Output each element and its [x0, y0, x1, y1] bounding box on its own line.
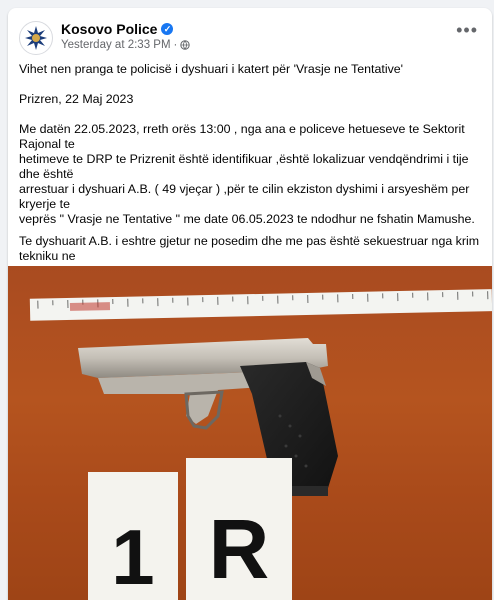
para2-line1: Te dyshuarit A.B. i eshtre gjetur ne posedim dhe me pas është sekuestruar nga krim tekniku ne [19, 234, 480, 263]
para1-line2: hetimeve te DRP te Prizrenit është identifikuar ,është lokalizuar vendqëndrimi i tije dhe është [19, 152, 469, 181]
more-options-icon[interactable]: ••• [456, 20, 478, 40]
page-avatar[interactable] [19, 21, 53, 55]
author-name[interactable] [61, 21, 173, 37]
post-headline: Vihet nen pranga te policisë i dyshuari i katert për 'Vrasje ne Tentative' [19, 62, 404, 76]
post-meta [61, 39, 190, 51]
police-badge-icon [20, 22, 52, 54]
globe-icon [180, 40, 190, 50]
marker-number: 1 [111, 513, 155, 600]
verified-badge-icon: ✓ [161, 23, 173, 35]
post-dateline: Prizren, 22 Maj 2023 [19, 92, 134, 106]
post-photo[interactable] [8, 266, 492, 600]
para1-line3: arrestuar i dyshuari A.B. ( 49 vjeçar ) ,për te cilin ekziston dyshimi i arsyeshëm per kryerje te [19, 182, 470, 211]
meta-separator: · [173, 39, 178, 51]
evidence-photo [8, 266, 492, 600]
author-link[interactable]: Kosovo Police [61, 21, 158, 37]
evidence-markers [88, 458, 292, 600]
measuring-tape [30, 289, 492, 321]
marker-letter: R [208, 502, 270, 596]
post-header [8, 8, 492, 56]
para1-line4: veprës " Vrasje ne Tentative " me date 06.05.2023 te ndodhur ne fshatin Mamushe. [19, 212, 475, 226]
post-timestamp[interactable]: Yesterday at 2:33 PM [61, 39, 171, 51]
para1-line1: Me datën 22.05.2023, rreth orës 13:00 , nga ana e policeve hetueseve te Sektorit Rajonal te [19, 122, 465, 151]
post-card [8, 8, 492, 600]
